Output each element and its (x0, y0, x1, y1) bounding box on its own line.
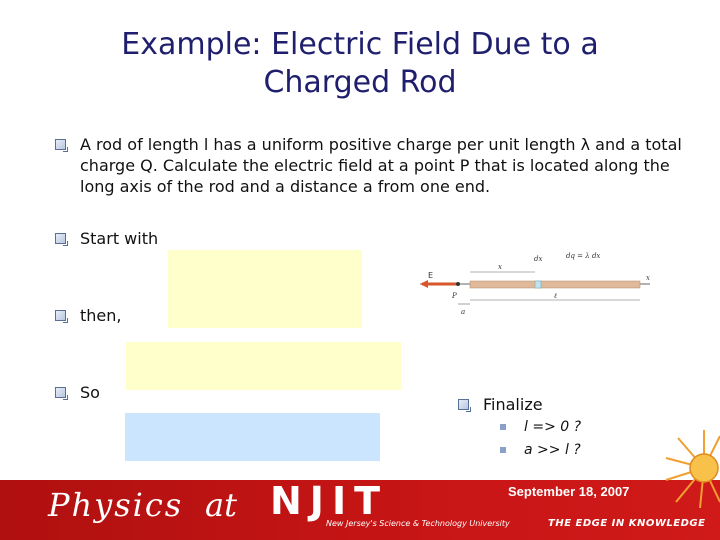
finalize-text: Finalize (483, 395, 543, 414)
field-label: E (428, 271, 434, 280)
brand-physics: Physics (48, 486, 184, 524)
bullet-icon (55, 139, 66, 150)
problem-line-2: charge Q. Calculate the electric field at a point P that is located along the (80, 156, 670, 175)
finalize-item-1 (500, 419, 581, 435)
point-p-label: P (452, 292, 457, 300)
title-line-1: Example: Electric Field Due to a (121, 27, 599, 62)
dx-label: dx (534, 255, 543, 263)
title-line-2: Charged Rod (263, 65, 457, 100)
sub-bullet-icon (500, 447, 506, 453)
bullet-so (55, 382, 100, 403)
dx-element (535, 281, 541, 288)
problem-line-3: long axis of the rod and a distance a from one end. (80, 177, 491, 196)
brand-at: at (205, 486, 237, 524)
problem-text (80, 134, 682, 197)
bullet-problem (55, 134, 695, 197)
equation-box-so (125, 413, 380, 461)
start-with-text: Start with (80, 229, 159, 248)
bullet-icon (55, 233, 66, 244)
bullet-start-with (55, 228, 158, 249)
equation-box-then (126, 342, 401, 390)
finalize-item-2 (500, 442, 581, 458)
bullet-icon (55, 310, 66, 321)
so-text: So (80, 383, 100, 402)
equation-box-start (168, 250, 362, 328)
bullet-icon (55, 387, 66, 398)
then-text: then, (80, 306, 122, 325)
bullet-finalize (458, 394, 543, 415)
figure-background (418, 236, 658, 324)
x-axis-label: x (646, 274, 650, 282)
finalize-item-2-text: a >> l ? (524, 442, 581, 458)
rod-figure (418, 236, 658, 324)
l-label: ℓ (554, 292, 557, 300)
brand-tagline: THE EDGE IN KNOWLEDGE (548, 518, 706, 529)
point-p (456, 282, 460, 286)
x-dimension-label: x (498, 263, 502, 271)
dq-label: dq = λ dx (566, 252, 601, 260)
brand-subtitle: New Jersey's Science & Technology University (326, 519, 510, 528)
brand-njit: NJIT (270, 479, 389, 523)
problem-line-1: A rod of length l has a uniform positive charge per unit length λ and a total (80, 135, 682, 154)
sub-bullet-icon (500, 424, 506, 430)
slide-date: September 18, 2007 (508, 484, 630, 499)
sun-icon (664, 428, 720, 510)
finalize-item-1-text: l => 0 ? (524, 419, 582, 435)
slide-title (0, 26, 720, 102)
bullet-icon (458, 399, 469, 410)
charged-rod (470, 281, 640, 288)
a-label: a (461, 308, 466, 316)
bullet-then (55, 305, 121, 326)
